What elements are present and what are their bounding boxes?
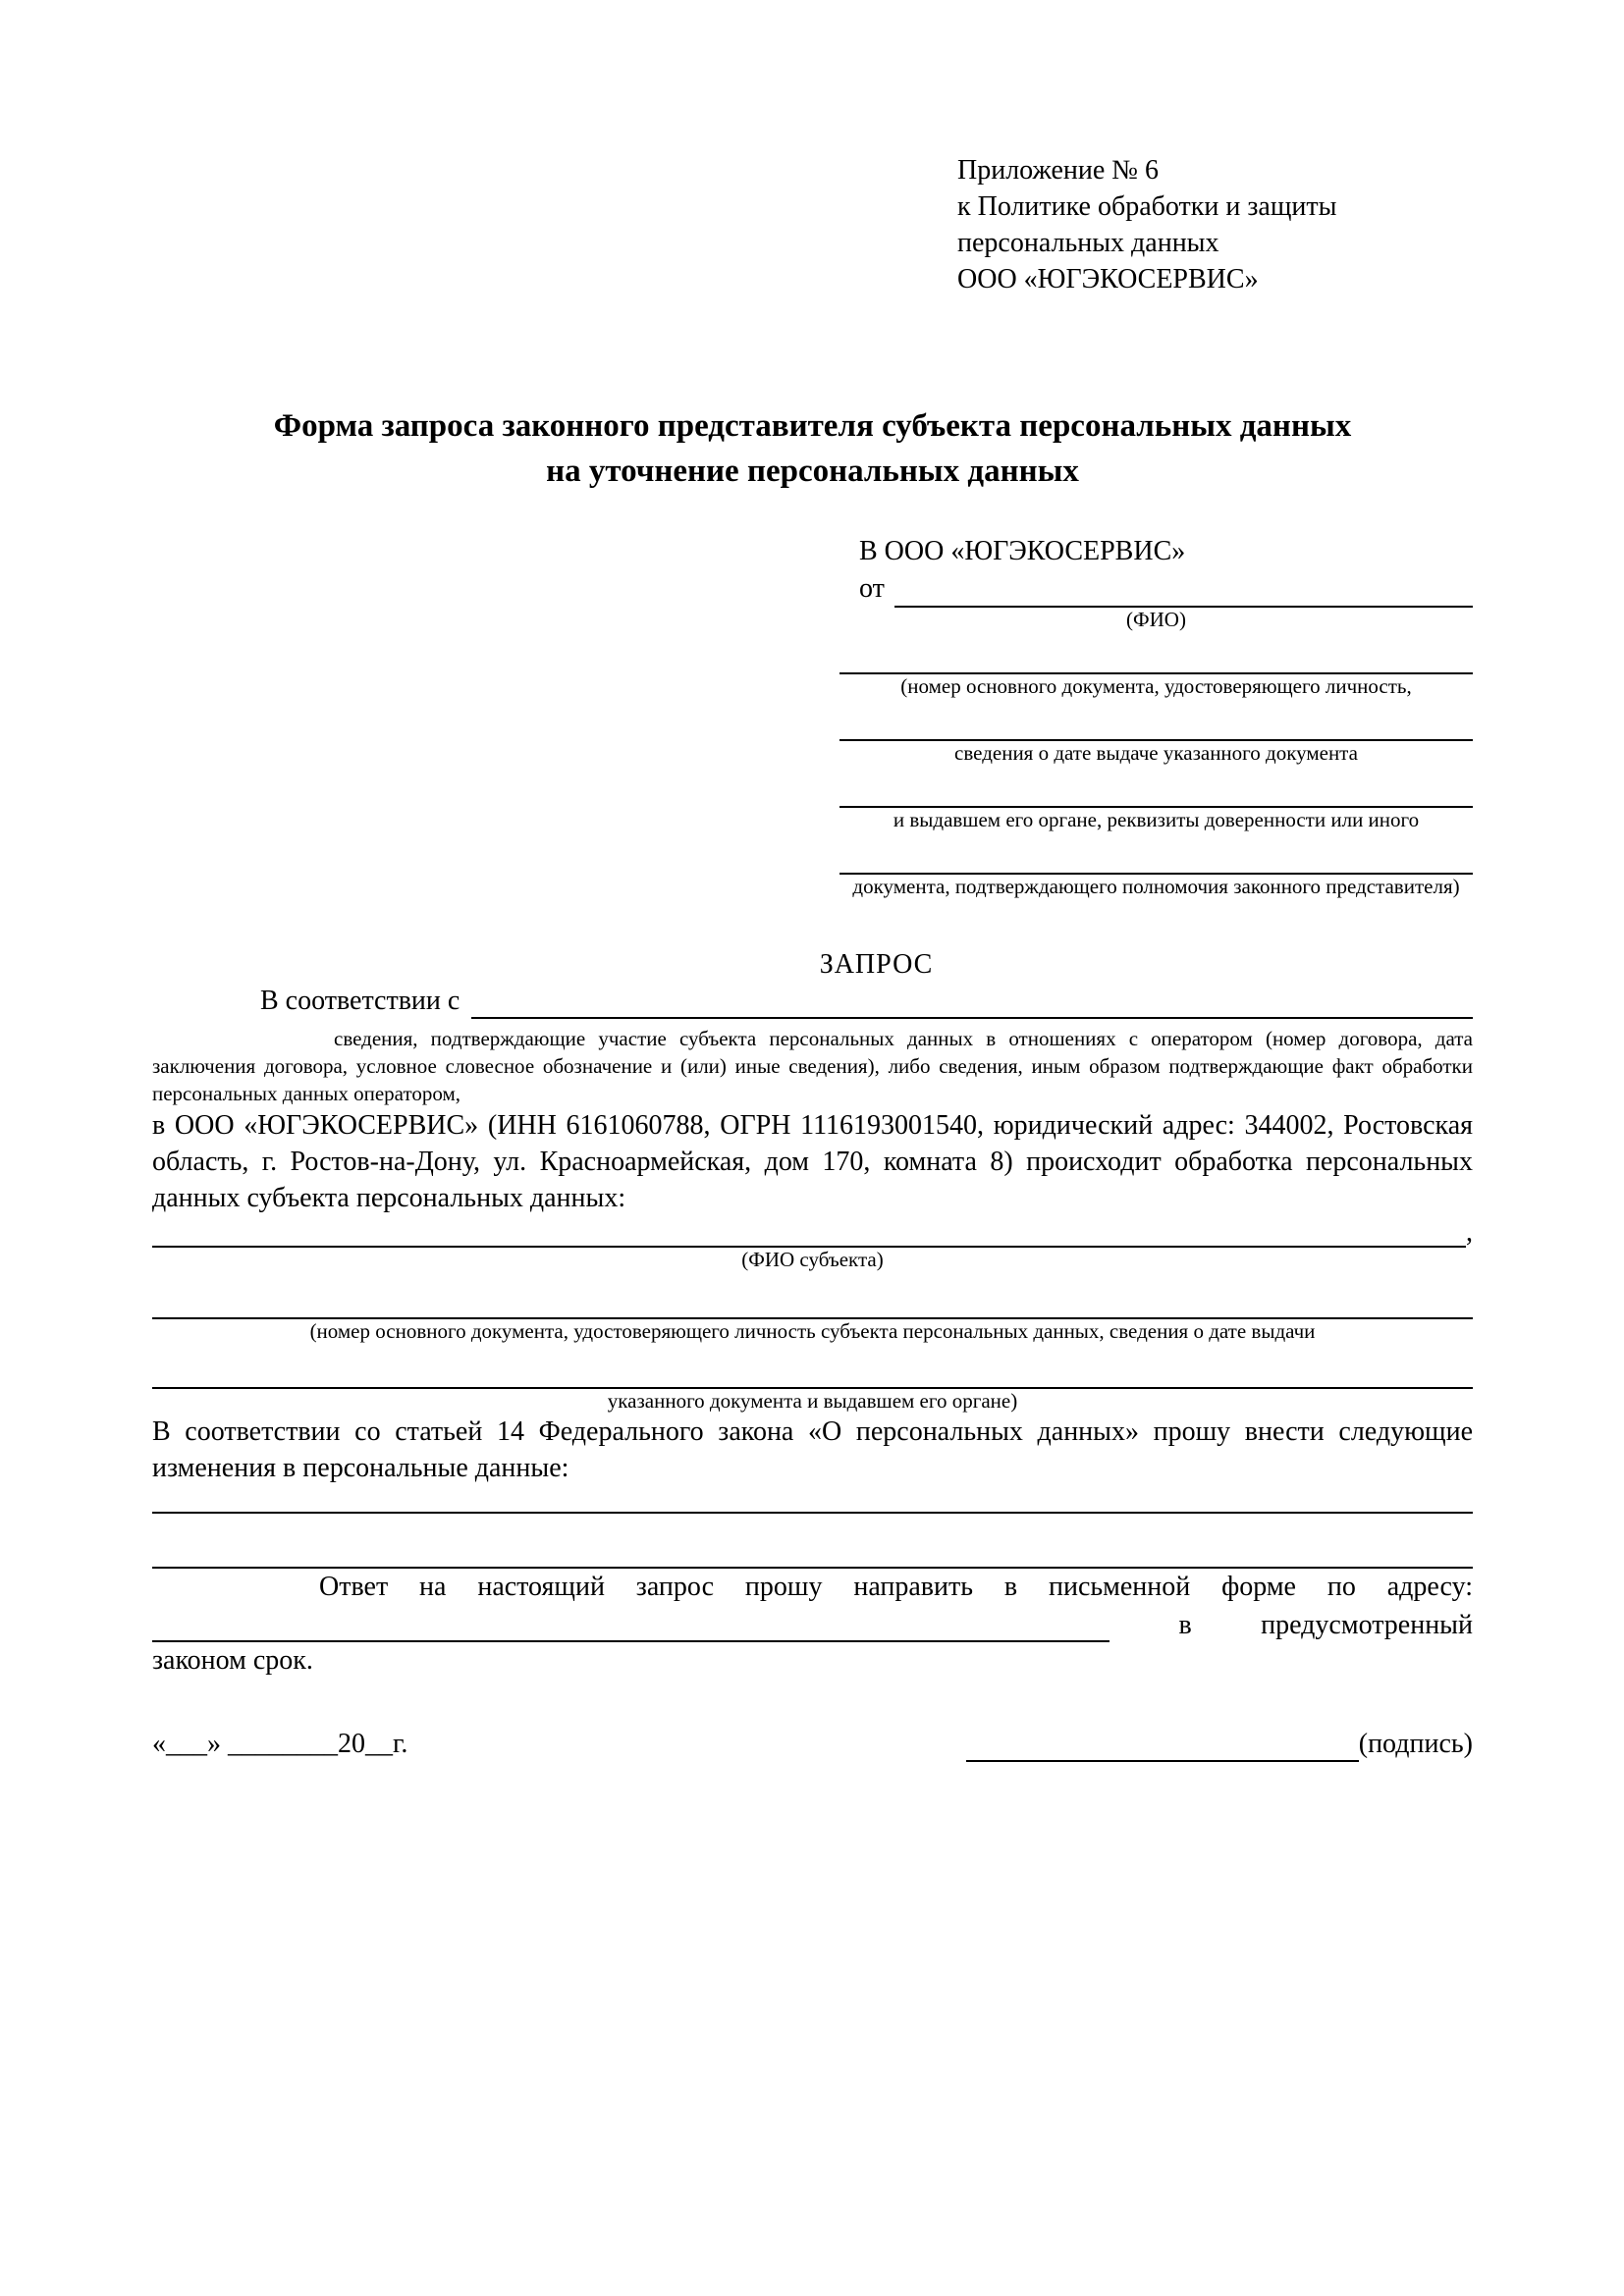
addressee-block xyxy=(839,533,1473,899)
title-line-1: Форма запроса законного представителя субъекта персональных данных xyxy=(273,408,1352,444)
changes-blank-2[interactable] xyxy=(152,1514,1473,1569)
basis-footnote: сведения, подтверждающие участие субъекта персональных данных в отношениях с оператором (номер договора, дата заключения договора, условное словесное обозначение и (или) иные сведения), либо сведения, иным образом подтверждающие факт обработки персональных данных оператором, xyxy=(152,1027,1473,1105)
signature-caption: (подпись) xyxy=(1358,1729,1473,1759)
appendix-header xyxy=(957,152,1473,297)
addressee-organization: В ООО «ЮГЭКОСЕРВИС» xyxy=(859,536,1186,566)
representative-doc-blank-3[interactable] xyxy=(839,766,1473,808)
operator-paragraph: в ООО «ЮГЭКОСЕРВИС» (ИНН 6161060788, ОГРН 1116193001540, юридический адрес: 344002, Ростовская область, г. Ростов-на-Дону, ул. Красноармейская, дом 170, комната 8) происходит обработка персональных данных субъекта персональных данных: xyxy=(152,1110,1473,1213)
trailing-comma: , xyxy=(1466,1217,1473,1248)
representative-doc-caption-3: и выдавшем его органе, реквизиты доверенности или иного xyxy=(893,808,1420,831)
representative-doc-caption-2: сведения о дате выдаче указанного документа xyxy=(954,741,1358,765)
address-row xyxy=(152,1605,1473,1642)
title-line-2: на уточнение персональных данных xyxy=(546,454,1079,489)
document-title xyxy=(152,403,1473,494)
appendix-line-4: ООО «ЮГЭКОСЕРВИС» xyxy=(957,264,1259,294)
subject-doc-blank-1[interactable] xyxy=(152,1272,1473,1319)
representative-doc-caption-4: документа, подтверждающего полномочия законного представителя) xyxy=(852,875,1460,898)
subject-doc-caption-1: (номер основного документа, удостоверяющего личность субъекта персональных данных, сведения о дате выдачи xyxy=(309,1319,1316,1343)
subject-doc-caption-2: указанного документа и выдавшем его органе) xyxy=(607,1389,1018,1413)
representative-doc-blank-4[interactable] xyxy=(839,832,1473,875)
intro-row xyxy=(152,983,1473,1019)
subject-doc-blank-2[interactable] xyxy=(152,1344,1473,1389)
subject-fio-row xyxy=(152,1216,1473,1248)
signature-row xyxy=(152,1726,1473,1762)
subject-fio-caption: (ФИО субъекта) xyxy=(741,1248,884,1271)
law-paragraph: В соответствии со статьей 14 Федерального закона «О персональных данных» прошу внести следующие изменения в персональные данные: xyxy=(152,1416,1473,1483)
answer-suffix-2: предусмотренный xyxy=(1261,1610,1473,1640)
representative-doc-caption-1: (номер основного документа, удостоверяющего личность, xyxy=(900,674,1412,698)
fio-caption: (ФИО) xyxy=(1126,608,1186,631)
signature-field xyxy=(966,1726,1473,1762)
changes-blank-1[interactable] xyxy=(152,1486,1473,1514)
signature-blank[interactable] xyxy=(966,1729,1359,1762)
answer-paragraph: Ответ на настоящий запрос прошу направить в письменной форме по адресу: xyxy=(319,1572,1473,1602)
appendix-line-3: персональных данных xyxy=(957,228,1219,258)
representative-doc-blank-2[interactable] xyxy=(839,699,1473,741)
request-heading: ЗАПРОС xyxy=(819,949,934,980)
from-label: от xyxy=(859,573,885,604)
date-field[interactable]: «___» ________20__г. xyxy=(152,1729,408,1759)
from-row xyxy=(839,570,1473,608)
appendix-line-2: к Политике обработки и защиты xyxy=(957,191,1337,222)
answer-suffix-1: в xyxy=(1178,1610,1192,1640)
answer-tail: законом срок. xyxy=(152,1645,313,1676)
appendix-line-1: Приложение № 6 xyxy=(957,155,1159,186)
representative-doc-blank-1[interactable] xyxy=(839,632,1473,674)
intro-label: В соответствии с xyxy=(260,986,460,1016)
basis-blank[interactable] xyxy=(471,1017,1473,1019)
